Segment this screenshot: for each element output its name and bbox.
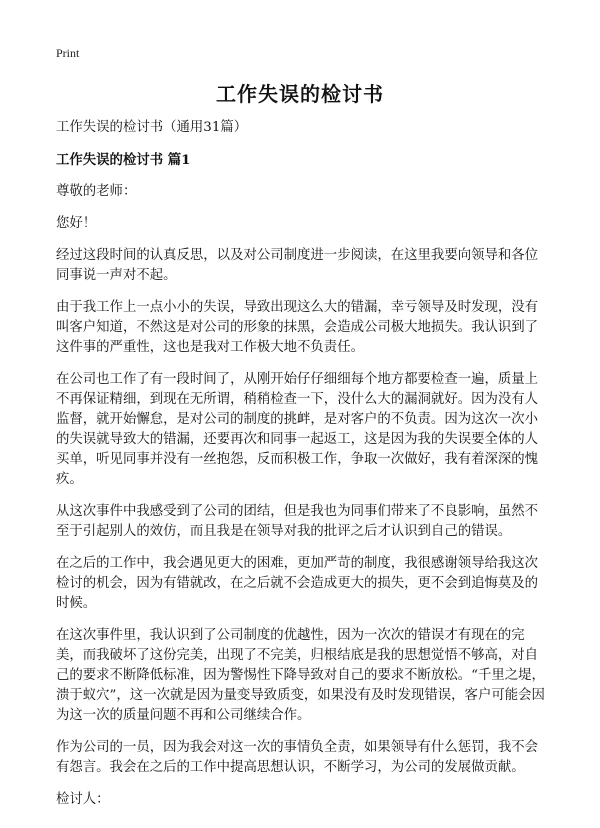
document-subtitle: 工作失误的检讨书（通用31篇） — [56, 120, 248, 135]
print-link[interactable]: Print — [56, 46, 80, 60]
signature-label: 检讨人： — [56, 792, 110, 807]
salutation: 尊敬的老师： — [56, 184, 137, 199]
paragraph: 由于我工作上一点小小的失误，导致出现这么大的错漏，幸亏领导及时发现，没有叫客户知道，不然这是对公司的形象的抹黑，会造成公司极大地损失。我认识到了这件事的严重性，这也是我对工作极大地不负责任。 — [56, 300, 539, 355]
paragraph: 在之后的工作中，我会遇见更大的困难，更加严苛的制度，我很感谢领导给我这次检讨的机会，因为有错就改，在之后就不会造成更大的损失，更不会到追悔莫及的时候。 — [56, 556, 539, 611]
paragraph: 从这次事件中我感受到了公司的团结，但是我也为同事们带来了不良影响，虽然不至于引起别人的效仿，而且我是在领导对我的批评之后才认识到自己的错误。 — [56, 504, 539, 539]
greeting: 您好！ — [56, 216, 97, 231]
paragraph: 在这次事件里，我认识到了公司制度的优越性，因为一次次的错误才有现在的完美，而我破坏了这份完美，出现了不完美，归根结底是我的思想觉悟不够高，对自己的要求不断降低标准，因为警惕性下降导致对自己的要求不断放松。“千里之堤，溃于蚁穴”，这一次就是因为量变导致质变，如果没有及时发现错误，客户可能会因为这一次的质量问题不再和公司继续合作。 — [56, 628, 545, 723]
section-heading: 工作失误的检讨书 篇1 — [56, 152, 191, 168]
document-body — [56, 118, 550, 822]
paragraph: 经过这段时间的认真反思，以及对公司制度进一步阅读，在这里我要向领导和各位同事说一声对不起。 — [56, 248, 539, 283]
paragraph: 在公司也工作了有一段时间了，从刚开始仔仔细细每个地方都要检查一遍，质量上不再保证精细，到现在无所谓，稍稍检查一下，没什么大的漏洞就好。因为没有人监督，就开始懈怠，是对公司的制度的挑衅，是对客户的不负责。因为这次一次小的失误就导致大的错漏，还要再次和同事一起返工，这是因为我的失误要全体的人买单，听见同事并没有一丝抱怨，反而积极工作，争取一次做好，我有着深深的愧疚。 — [56, 372, 539, 487]
page-title: 工作失误的检讨书 — [216, 82, 384, 106]
paragraph: 作为公司的一员，因为我会对这一次的事情负全责，如果领导有什么惩罚，我不会有怨言。我会在之后的工作中提高思想认识，不断学习，为公司的发展做贡献。 — [56, 740, 539, 775]
